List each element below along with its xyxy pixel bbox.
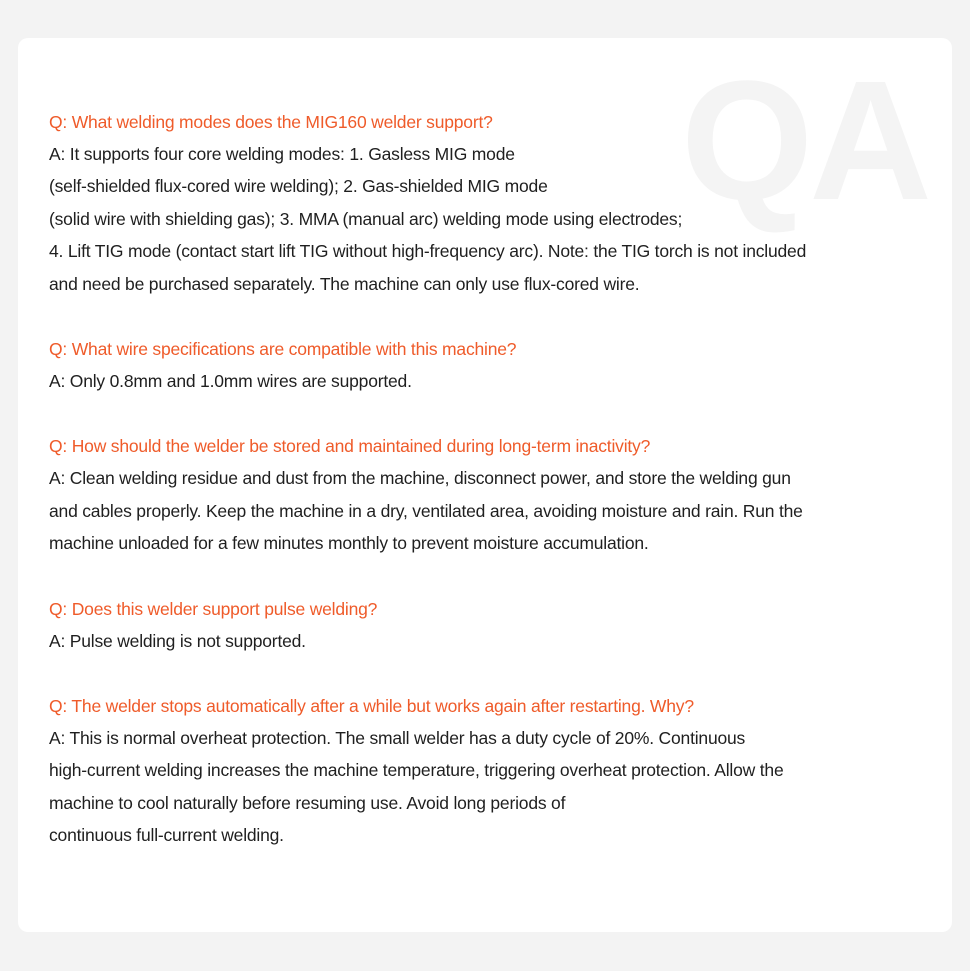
- faq-question: Q: Does this welder support pulse welding?: [49, 598, 378, 619]
- faq-question: Q: How should the welder be stored and maintained during long-term inactivity?: [49, 436, 651, 457]
- answer-line: 4. Lift TIG mode (contact start lift TIG without high-frequency arc). Note: the TIG torch is not included: [49, 241, 807, 262]
- faq-item: [49, 593, 929, 657]
- faq-answer: [49, 722, 929, 852]
- qa-watermark: QA: [681, 46, 928, 236]
- answer-line: A: Pulse welding is not supported.: [49, 630, 306, 651]
- answer-line: (solid wire with shielding gas); 3. MMA (manual arc) welding mode using electrodes;: [49, 208, 683, 229]
- faq-question: Q: What welding modes does the MIG160 welder support?: [49, 112, 493, 132]
- answer-line: A: It supports four core welding modes: 1. Gasless MIG mode: [49, 144, 515, 164]
- faq-answer: [49, 138, 929, 300]
- answer-line: machine unloaded for a few minutes monthly to prevent moisture accumulation.: [49, 533, 649, 554]
- answer-line: A: This is normal overheat protection. The small welder has a duty cycle of 20%. Continuous: [49, 728, 746, 749]
- answer-line: and need be purchased separately. The machine can only use flux-cored wire.: [49, 273, 640, 294]
- answer-line: and cables properly. Keep the machine in a dry, ventilated area, avoiding moisture and rain. Run the: [49, 500, 803, 521]
- faq-item: [49, 690, 929, 852]
- answer-line: A: Clean welding residue and dust from the machine, disconnect power, and store the welding gun: [49, 468, 791, 489]
- faq-question: Q: What wire specifications are compatible with this machine?: [49, 339, 517, 360]
- faq-answer: [49, 625, 929, 657]
- faq-answer: [49, 365, 929, 397]
- answer-line: continuous full-current welding.: [49, 825, 284, 846]
- faq-list: [49, 106, 929, 885]
- answer-line: A: Only 0.8mm and 1.0mm wires are supported.: [49, 371, 412, 392]
- faq-item: [49, 333, 929, 397]
- faq-answer: [49, 462, 929, 559]
- faq-item: [49, 106, 929, 300]
- answer-line: machine to cool naturally before resuming use. Avoid long periods of: [49, 792, 566, 813]
- faq-item: [49, 430, 929, 559]
- answer-line: (self-shielded flux-cored wire welding); 2. Gas-shielded MIG mode: [49, 176, 548, 197]
- answer-line: high-current welding increases the machine temperature, triggering overheat protection. Allow the: [49, 760, 784, 781]
- faq-card: [18, 38, 952, 932]
- faq-question: Q: The welder stops automatically after a while but works again after restarting. Why?: [49, 696, 694, 717]
